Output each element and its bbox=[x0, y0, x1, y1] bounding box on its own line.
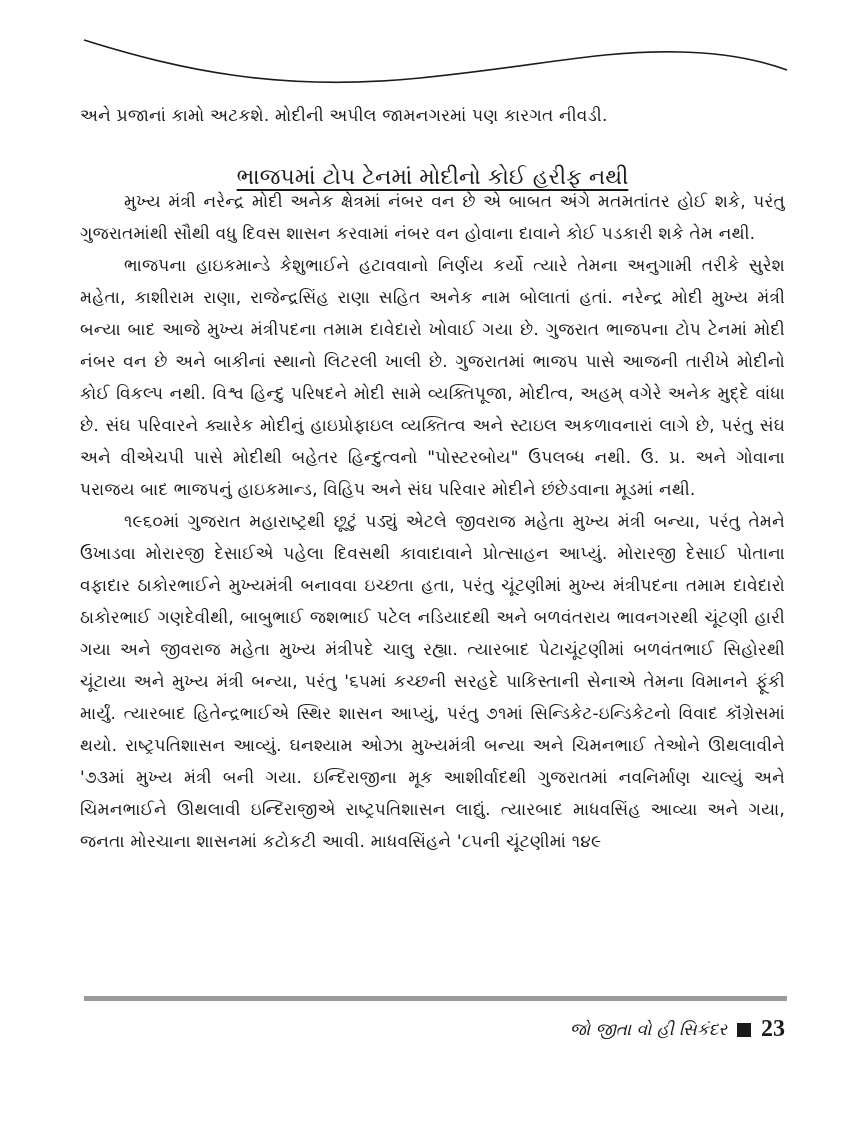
body-text bbox=[80, 186, 785, 858]
paragraph-1: મુખ્ય મંત્રી નરેન્દ્ર મોદી અનેક ક્ષેત્રમાં નંબર વન છે એ બાબત અંગે મતમતાંતર હોઈ શકે, પરંતુ ગુજરાતમાંથી સૌથી વધુ દિવસ શાસન કરવામાં નંબર વન હોવાના દાવાને કોઈ પડકારી શકે તેમ નથી. bbox=[80, 192, 785, 244]
paragraph-3: ૧૯૬૦માં ગુજરાત મહારાષ્ટ્રથી છૂટું પડ્યું એટલે જીવરાજ મહેતા મુખ્ય મંત્રી બન્યા, પરંતુ તેમને ઉખાડવા મોરારજી દેસાઈએ પહેલા દિવસથી કાવાદાવાને પ્રોત્સાહન આપ્યું. મોરારજી દેસાઈ પોતાના વફાદાર ઠાકોરભાઈને મુખ્યમંત્રી બનાવવા ઇચ્છતા હતા, પરંતુ ચૂંટણીમાં મુખ્ય મંત્રીપદના તમામ દાવેદારો ઠાકોરભાઈ ગણદેવીથી, બાબુભાઈ જશભાઈ પટેલ નડિયાદથી અને બળવંતરાય ભાવનગરથી ચૂંટણી હારી ગયા અને જીવરાજ મહેતા મુખ્ય મંત્રીપદે ચાલુ રહ્યા. ત્યારબાદ પેટાચૂંટણીમાં બળવંતભાઈ સિહોરથી ચૂંટાયા અને મુખ્ય મંત્રી બન્યા, પરંતુ '૬૫માં કચ્છની સરહદે પાકિસ્તાની સેનાએ તેમના વિમાનને ફૂંકી માર્યું. ત્યારબાદ હિતેન્દ્રભાઈએ સ્થિર શાસન આપ્યું, પરંતુ ૭૧માં સિન્ડિકેટ-ઇન્ડિકેટનો વિવાદ કૉંગ્રેસમાં થયો. રાષ્ટ્રપતિશાસન આવ્યું. ઘનશ્યામ ઓઝા મુખ્યમંત્રી બન્યા અને ચિમનભાઈ તેઓને ઊથલાવીને '૭૩માં મુખ્ય મંત્રી બની ગયા. ઇન્દિરાજીના મૂક આશીર્વાદથી ગુજરાતમાં નવનિર્માણ ચાલ્યું અને ચિમનભાઈને ઊથલાવી ઇન્દિરાજીએ રાષ્ટ્રપતિશાસન લાદ્યું. ત્યારબાદ માધવસિંહ આવ્યા અને ગયા, જનતા મોરચાના શાસનમાં કટોકટી આવી. માધવસિંહને '૮૫ની ચૂંટણીમાં ૧૪૯ bbox=[80, 512, 785, 852]
decorative-wave-line bbox=[0, 0, 855, 110]
book-title: જો જીતા વો હી સિકંદર bbox=[569, 1019, 727, 1040]
footer-divider bbox=[84, 996, 787, 1001]
opening-line: અને પ્રજાનાં કામો અટકશે. મોદીની અપીલ જામનગરમાં પણ કારગત નીવડી. bbox=[80, 106, 608, 126]
section-heading: ભાજપમાં ટોપ ટેનમાં મોદીનો કોઈ હરીફ નથી bbox=[236, 165, 629, 191]
page-footer bbox=[570, 1016, 785, 1043]
paragraph-2: ભાજપના હાઇકમાન્ડે કેશુભાઈને હટાવવાનો નિર્ણય કર્યો ત્યારે તેમના અનુગામી તરીકે સુરેશ મહેતા, કાશીરામ રાણા, રાજેન્દ્રસિંહ રાણા સહિત અનેક નામ બોલાતાં હતાં. નરેન્દ્ર મોદી મુખ્ય મંત્રી બન્યા બાદ આજે મુખ્ય મંત્રીપદના તમામ દાવેદારો ખોવાઈ ગયા છે. ગુજરાત ભાજપના ટોપ ટેનમાં મોદી નંબર વન છે અને બાકીનાં સ્થાનો લિટરલી ખાલી છે. ગુજરાતમાં ભાજપ પાસે આજની તારીખે મોદીનો કોઈ વિકલ્પ નથી. વિશ્વ હિન્દુ પરિષદને મોદી સામે વ્યક્તિપૂજા, મોદીત્વ, અહમ્ વગેરે અનેક મુદ્દે વાંધા છે. સંઘ પરિવારને ક્યારેક મોદીનું હાઇપ્રોફાઇલ વ્યક્તિત્વ અને સ્ટાઇલ અકળાવનારાં લાગે છે, પરંતુ સંઘ અને વીએચપી પાસે મોદીથી બહેતર હિન્દુત્વનો "પોસ્ટરબોય" ઉપલબ્ધ નથી. ઉ. પ્ર. અને ગોવાના પરાજય બાદ ભાજપનું હાઇકમાન્ડ, વિહિપ અને સંઘ પરિવાર મોદીને છંછેડવાના મૂડમાં નથી. bbox=[80, 256, 785, 500]
page-number: 23 bbox=[761, 1016, 785, 1042]
square-bullet-icon bbox=[737, 1023, 751, 1037]
